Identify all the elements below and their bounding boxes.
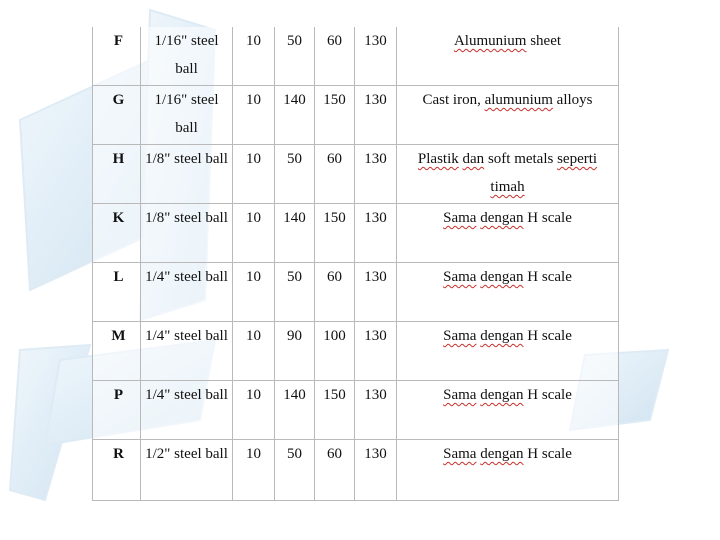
total-load-value: 150 xyxy=(323,387,346,403)
scale-cell xyxy=(93,381,141,440)
number-cell xyxy=(355,27,397,86)
number-value: 130 xyxy=(364,92,387,108)
minor-load-cell xyxy=(233,86,275,145)
application-text: Sama dengan H scale xyxy=(443,269,572,285)
table-row xyxy=(93,381,619,440)
minor-load-cell xyxy=(233,27,275,86)
application-cell xyxy=(397,381,619,440)
minor-load-value: 10 xyxy=(246,151,261,167)
total-load-value: 60 xyxy=(327,33,342,49)
scale-cell xyxy=(93,27,141,86)
document-page xyxy=(92,27,618,501)
minor-load-cell xyxy=(233,263,275,322)
minor-load-value: 10 xyxy=(246,269,261,285)
major-load-cell xyxy=(275,204,315,263)
scale-cell xyxy=(93,322,141,381)
number-cell xyxy=(355,322,397,381)
indenter-cell xyxy=(141,440,233,501)
total-load-value: 150 xyxy=(323,92,346,108)
major-load-value: 140 xyxy=(283,210,306,226)
total-load-cell xyxy=(315,86,355,145)
minor-load-cell xyxy=(233,440,275,501)
major-load-cell xyxy=(275,263,315,322)
total-load-cell xyxy=(315,381,355,440)
major-load-cell xyxy=(275,440,315,501)
table-row xyxy=(93,440,619,501)
minor-load-value: 10 xyxy=(246,446,261,462)
major-load-cell xyxy=(275,86,315,145)
indenter-cell xyxy=(141,27,233,86)
number-value: 130 xyxy=(364,151,387,167)
number-value: 130 xyxy=(364,387,387,403)
scale-cell xyxy=(93,440,141,501)
indenter-cell xyxy=(141,145,233,204)
minor-load-cell xyxy=(233,145,275,204)
application-text: Sama dengan H scale xyxy=(443,210,572,226)
major-load-value: 50 xyxy=(287,33,302,49)
application-cell xyxy=(397,86,619,145)
table-row xyxy=(93,27,619,86)
total-load-value: 60 xyxy=(327,151,342,167)
indenter-text: 1/4" steel ball xyxy=(145,328,228,344)
scale-letter: R xyxy=(113,446,124,462)
major-load-cell xyxy=(275,145,315,204)
indenter-text: 1/4" steel ball xyxy=(145,269,228,285)
indenter-text-cont: ball xyxy=(175,61,198,77)
scale-cell xyxy=(93,204,141,263)
minor-load-cell xyxy=(233,322,275,381)
scale-letter: G xyxy=(112,92,125,108)
major-load-cell xyxy=(275,27,315,86)
indenter-cell xyxy=(141,381,233,440)
total-load-cell xyxy=(315,263,355,322)
application-cell xyxy=(397,440,619,501)
total-load-cell xyxy=(315,322,355,381)
number-cell xyxy=(355,204,397,263)
major-load-value: 50 xyxy=(287,151,302,167)
application-text: Plastik dan soft metals seperti xyxy=(417,151,598,167)
table-row xyxy=(93,86,619,145)
indenter-cell xyxy=(141,263,233,322)
total-load-cell xyxy=(315,204,355,263)
major-load-value: 50 xyxy=(287,269,302,285)
scale-cell xyxy=(93,263,141,322)
number-cell xyxy=(355,263,397,322)
scale-letter: L xyxy=(113,269,124,285)
scale-letter: F xyxy=(113,33,124,49)
indenter-text-cont: ball xyxy=(175,120,198,136)
table-row xyxy=(93,322,619,381)
minor-load-value: 10 xyxy=(246,92,261,108)
application-text: Sama dengan H scale xyxy=(443,387,572,403)
indenter-cell xyxy=(141,204,233,263)
total-load-value: 60 xyxy=(327,269,342,285)
minor-load-value: 10 xyxy=(246,328,261,344)
number-value: 130 xyxy=(364,269,387,285)
table-row xyxy=(93,263,619,322)
indenter-cell xyxy=(141,322,233,381)
number-value: 130 xyxy=(364,33,387,49)
number-cell xyxy=(355,86,397,145)
total-load-value: 150 xyxy=(323,210,346,226)
number-cell xyxy=(355,381,397,440)
major-load-value: 50 xyxy=(287,446,302,462)
major-load-value: 140 xyxy=(283,92,306,108)
minor-load-value: 10 xyxy=(246,210,261,226)
number-value: 130 xyxy=(364,328,387,344)
application-cell xyxy=(397,27,619,86)
application-cell xyxy=(397,322,619,381)
indenter-text: 1/16" steel xyxy=(154,92,219,108)
number-cell xyxy=(355,440,397,501)
indenter-text: 1/8" steel ball xyxy=(145,151,228,167)
application-cell xyxy=(397,204,619,263)
total-load-cell xyxy=(315,27,355,86)
indenter-text: 1/8" steel ball xyxy=(145,210,228,226)
total-load-cell xyxy=(315,145,355,204)
table-row xyxy=(93,145,619,204)
major-load-value: 140 xyxy=(283,387,306,403)
application-text: Sama dengan H scale xyxy=(443,446,572,462)
indenter-text: 1/16" steel xyxy=(154,33,219,49)
application-cell xyxy=(397,263,619,322)
scale-letter: K xyxy=(112,210,125,226)
indenter-text: 1/2" steel ball xyxy=(145,446,228,462)
number-value: 130 xyxy=(364,210,387,226)
scale-letter: M xyxy=(111,328,126,344)
major-load-value: 90 xyxy=(287,328,302,344)
application-text-cont: timah xyxy=(490,179,525,195)
total-load-value: 100 xyxy=(323,328,346,344)
major-load-cell xyxy=(275,381,315,440)
scale-cell xyxy=(93,86,141,145)
number-cell xyxy=(355,145,397,204)
scale-cell xyxy=(93,145,141,204)
indenter-text: 1/4" steel ball xyxy=(145,387,228,403)
major-load-cell xyxy=(275,322,315,381)
rockwell-scale-table xyxy=(92,27,619,501)
minor-load-value: 10 xyxy=(246,387,261,403)
scale-letter: H xyxy=(112,151,125,167)
application-text: Cast iron, alumunium alloys xyxy=(422,92,593,108)
minor-load-cell xyxy=(233,381,275,440)
minor-load-value: 10 xyxy=(246,33,261,49)
minor-load-cell xyxy=(233,204,275,263)
number-value: 130 xyxy=(364,446,387,462)
application-text: Alumunium sheet xyxy=(453,33,562,49)
total-load-cell xyxy=(315,440,355,501)
total-load-value: 60 xyxy=(327,446,342,462)
indenter-cell xyxy=(141,86,233,145)
application-cell xyxy=(397,145,619,204)
table-row xyxy=(93,204,619,263)
scale-letter: P xyxy=(113,387,124,403)
application-text: Sama dengan H scale xyxy=(443,328,572,344)
